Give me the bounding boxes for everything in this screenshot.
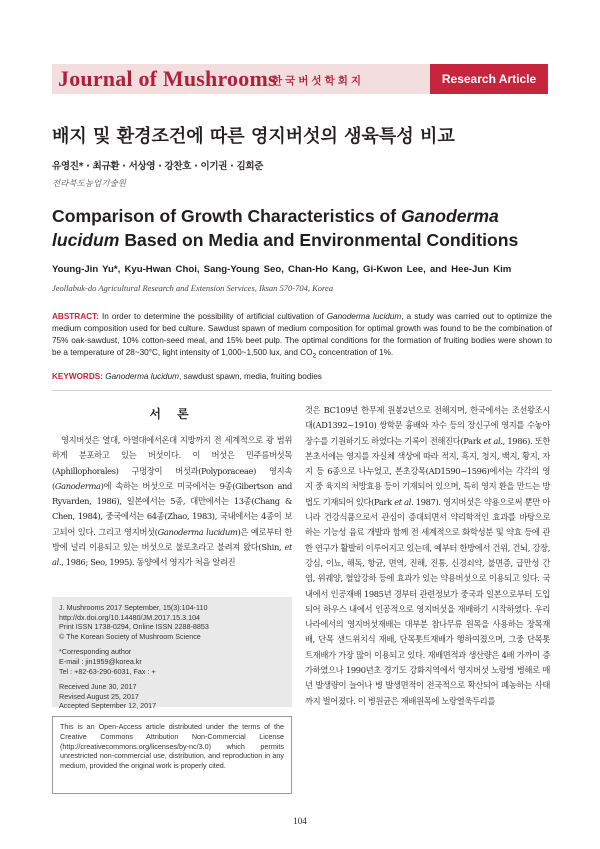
title-en-suffix: Based on Media and Environmental Conditions	[119, 230, 519, 250]
society-name-ko: 한국버섯학회지	[272, 75, 365, 87]
accepted-date: Accepted September 12, 2017	[59, 701, 157, 711]
intro-left-column	[52, 433, 292, 571]
intro-left-italic-1: Ganoderma	[54, 480, 101, 491]
corresponding-author-label: *Corresponding author	[59, 647, 132, 657]
abstract-text-3: concentration of 1%.	[316, 348, 394, 357]
intro-right-italic-2: et al	[394, 496, 412, 507]
intro-left-text-3: )은 예로부터 한방에 널리 이용되고 있는 버섯으로 불로초라고 불려져 왔다(Shin,	[52, 526, 293, 553]
keywords-species: Ganoderma lucidum	[105, 372, 179, 381]
intro-right-italic-1: et al	[483, 435, 501, 446]
issn: Print ISSN 1738-0294, Online ISSN 2288-8853	[59, 622, 209, 632]
abstract-label: ABSTRACT:	[52, 312, 99, 321]
intro-right-text-1: 것은 BC109년 한무제 원봉2년으로 전해지며, 한국에서는 조선왕조시대(AD1392~1910) 쌍학문 흉배와 자수 등의 장신구에 영지를 수놓아 장수를 기원하기도 하였다는 기록이 전해진다(Park	[305, 405, 550, 446]
abstract-text-1: In order to determine the possibility of artificial cultivation of	[98, 312, 327, 321]
title-en-species: Ganoderma lucidum	[52, 206, 499, 250]
intro-right-text-2: ., 1986). 또한 본초서에는 영지를 자실체 색상에 따라 적지, 흑지, 청지, 백지, 황지, 자지 등 6종으로 나누었고, 본초강목(AD1590~1596)에서는 각각의 영지 중 육지의 처방효용 등이 기재되어 있으며, 특히 영지 환을 만드는 방법도 기재되어 있다(Park	[305, 435, 551, 507]
abstract-text-2: , a study was carried out to optimize the medium composition used for bed culture. Sawdust spawn of medium composition for optimal growth was found to be the combination of 75% oak-sawdust, 10% cotton-seed meal, and 15% beet pulp. The optimal conditions for the formation of fruiting bodies were shown to be a temperature of 28~30°C, light intensity of 1,000~1,500 lux, and CO	[52, 312, 552, 357]
doi-link[interactable]: http://dx.doi.org/10.14480/JM.2017.15.3.104	[59, 612, 201, 622]
article-info-box	[52, 597, 292, 711]
section-divider	[52, 390, 552, 391]
keywords	[52, 372, 552, 381]
page-number: 104	[293, 816, 307, 826]
author-phone: Tel : +82-63-290-6031, Fax : +	[59, 666, 156, 676]
revised-date: Revised August 25, 2017	[59, 691, 139, 701]
journal-title: Journal of Mushrooms	[58, 66, 277, 91]
affiliation-korean: 전라북도농업기술원	[52, 179, 126, 189]
section-heading-introduction: 서 론	[149, 407, 195, 421]
intro-right-column	[305, 403, 550, 709]
intro-right-text-3: . 1987). 영지버섯은 약용으로써 뿐만 아니라 건강식품으로서 관심이 증대되면서 약리학적인 효과를 바탕으로 하는 기능성 음료 개발과 함께 전 세계적으로 화학성분 및 약효 등에 관한 연구가 활발히 이루어지고 있는데, 예부터 한방에서 건위, 건뇌, 강장, 강심, 이뇨, 해독, 항균, 면역, 진해, 진통, 신경쇠약, 불면증, 급만성 간염, 위궤양, 혈압강하 등에 효과가 있는 약용버섯으로 이용되고 있다. 국내에서 인공재배 1985년 경부터 관련정보가 중국과 일본으로부터 도입되어 하우스 내에서 인공적으로 영지버섯을 재배하기 시작하였다. 우리나라에서의 영지버섯재배는 대부분 참나무류 원목을 사용하는 장목재배, 단목 샌드위치식 재배, 단목톳트재배가 행하여졌으며, 그중 단목톳트재배가 가장 많이 이용되고 있다. 재배면적과 생산량은 4배 가까이 증가하였으나 1990년초 경기도 강화지역에서 영지버섯 노랑병 병해로 매년 발생량이 늘어나 병 발생면적이 전국적으로 확산되어 폐농하는 사태까지 벌어졌다. 이 병원균은 재배원목에 노랑열욱두리를	[305, 496, 551, 706]
abstract	[52, 311, 552, 363]
affiliation-english: Jeollabuk-do Agricultural Research and Extension Services, Iksan 570-704, Korea	[52, 283, 334, 293]
copyright: © The Korean Society of Mushroom Science	[59, 631, 201, 641]
title-en-prefix: Comparison of Growth Characteristics of	[52, 206, 401, 226]
intro-left-text-4: ., 1986; Seo, 1995). 동양에서 영지가 처음 알려진	[58, 557, 236, 568]
author-email[interactable]: E-mail : jin1959@korea.kr	[59, 656, 142, 666]
received-date: Received June 30, 2017	[59, 682, 137, 692]
abstract-species: Ganoderma lucidum	[326, 312, 402, 321]
article-type-badge: Research Article	[430, 64, 548, 94]
keywords-label: KEYWORDS:	[52, 372, 103, 381]
citation: J. Mushrooms 2017 September, 15(3):104-110	[59, 603, 208, 612]
authors-english: Young-Jin Yu*, Kyu-Hwan Choi, Sang-Young Seo, Chan-Ho Kang, Gi-Kwon Lee, and Hee-Jun Kim	[52, 264, 512, 275]
open-access-notice: This is an Open-Access article distributed under the terms of the Creative Commons Attribution Non-Commercial License (http://creativecommons.org/licenses/by-nc/3.0) which permits unrestricted non-commercial use, distribution, and reproduction in any medium, provided the original work is properly cited.	[52, 716, 292, 794]
abstract-co2-subscript: 2	[312, 352, 317, 360]
intro-left-text-2: )에 속하는 버섯으로 미국에서는 9종(Gibertson and Ryvarden, 1986), 일본에서는 5종, 대만에서는 13종(Chang & Chen, 1984), 중국에서는 64종(Zhao, 1983), 국내에서는 4종이 보고되어 있다. 그리고 영지버섯(	[52, 480, 292, 537]
title-korean: 배지 및 환경조건에 따른 영지버섯의 생육특성 비교	[52, 126, 455, 147]
keywords-text: , sawdust spawn, media, fruiting bodies	[178, 372, 322, 381]
authors-korean: 유영진* · 최규환 · 서상영 · 강찬호 · 이기권 · 김희준	[52, 161, 264, 172]
intro-left-text-1: 영지버섯은 열대, 아열대에서온대 지방까지 전 세계적으로 광 범위하게 분포하고 있는 버섯이다. 이 버섯은 민주름버섯목(Aphillophorales) 구멍장이 버섯과(Polyporaceae) 영지속(	[52, 435, 292, 491]
intro-left-italic-2: Ganoderma lucidum	[157, 526, 238, 537]
title-english	[52, 204, 552, 252]
intro-left-italic-3: et al	[52, 542, 292, 568]
